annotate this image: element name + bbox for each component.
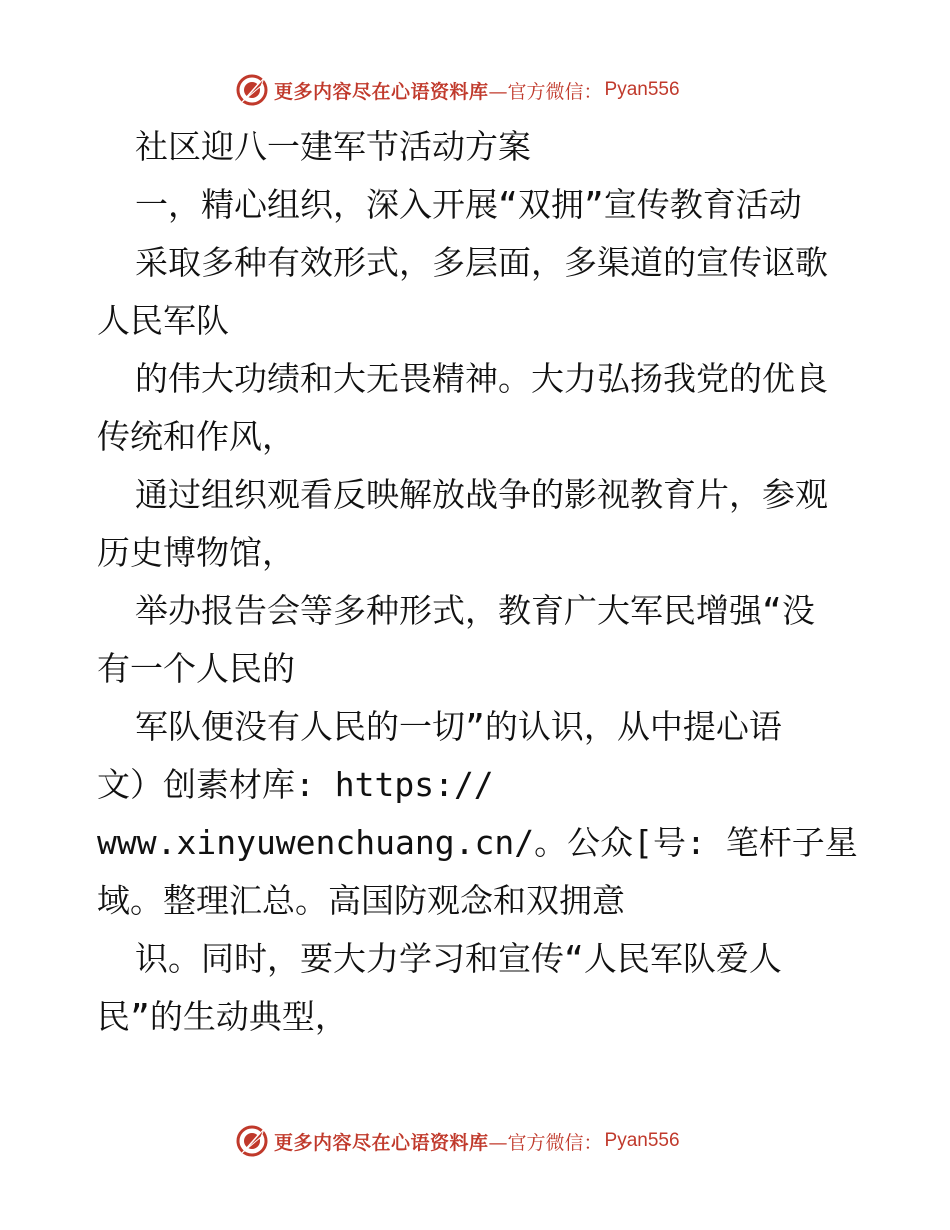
text-line: 传统和作风，: [97, 417, 295, 456]
header-banner: [234, 70, 680, 110]
footer-banner-dash: —官方微信：: [488, 1131, 603, 1154]
text-line: 的伟大功绩和大无畏精神。大力弘扬我党的优良: [135, 359, 828, 398]
text-line: 一，精心组织，深入开展“双拥”宣传教育活动: [135, 185, 802, 224]
footer-banner-text: 更多内容尽在心语资料库: [274, 1131, 489, 1154]
header-wechat-id: Pyan556: [604, 79, 680, 100]
quill-seal-icon: [234, 72, 270, 108]
quill-seal-icon: [234, 1123, 270, 1159]
text-line: 通过组织观看反映解放战争的影视教育片，参观: [135, 475, 828, 514]
text-line: www.xinyuwenchuang.cn/。公众[号: 笔杆子星: [97, 823, 858, 862]
text-line: 采取多种有效形式，多层面，多渠道的宣传讴歌: [135, 243, 828, 282]
text-line: 历史博物馆，: [97, 533, 295, 572]
document-title: 社区迎八一建军节活动方案: [135, 127, 531, 166]
header-banner-text: 更多内容尽在心语资料库: [274, 80, 489, 103]
footer-wechat-id: Pyan556: [604, 1130, 680, 1151]
document-body: [97, 118, 867, 1046]
text-line: 域。整理汇总。高国防观念和双拥意: [97, 881, 625, 920]
text-line: 有一个人民的: [97, 649, 295, 688]
header-banner-dash: —官方微信：: [488, 80, 603, 103]
text-line: 文）创素材库: https://: [97, 765, 494, 804]
text-line: 民”的生动典型，: [97, 997, 348, 1036]
text-line: 举办报告会等多种形式，教育广大军民增强“没: [135, 591, 815, 630]
text-line: 人民军队: [97, 301, 229, 340]
text-line: 军队便没有人民的一切”的认识，从中提心语: [135, 707, 782, 746]
footer-banner: [234, 1121, 680, 1161]
text-line: 识。同时，要大力学习和宣传“人民军队爱人: [135, 939, 782, 978]
